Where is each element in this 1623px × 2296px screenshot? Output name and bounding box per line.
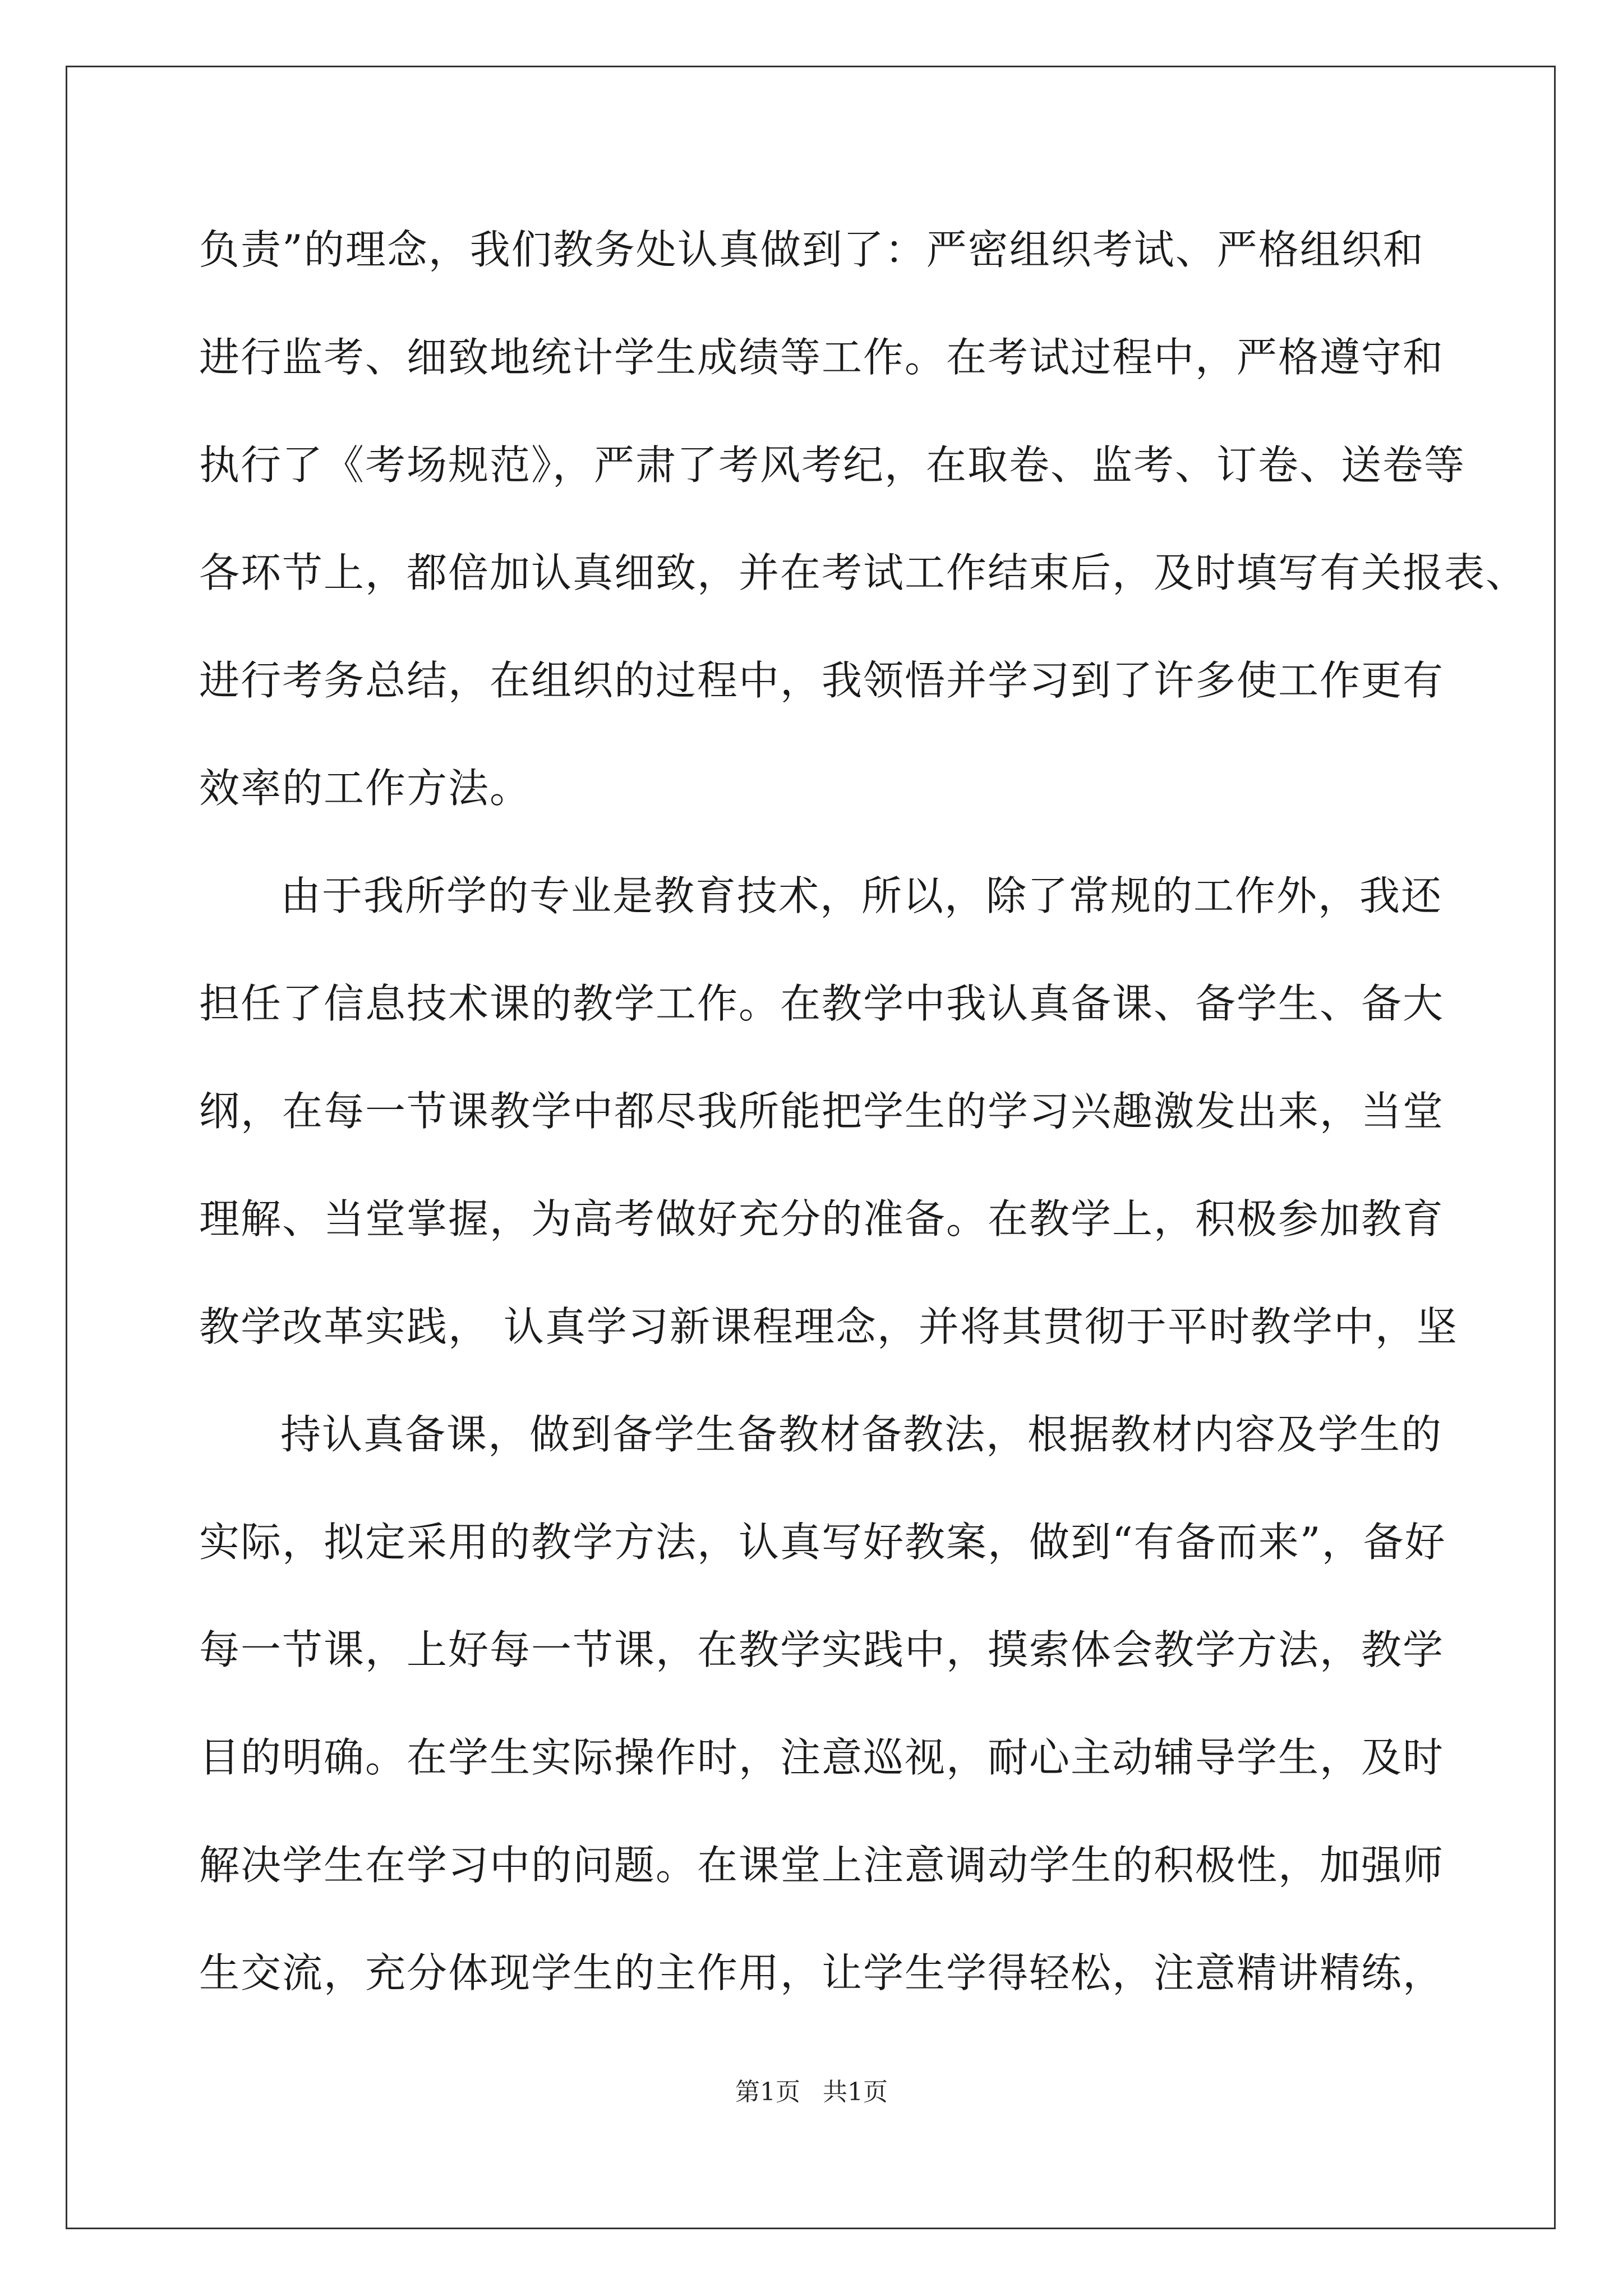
text-line: 各环节上，都倍加认真细致，并在考试工作结束后，及时填写有关报表、 <box>199 549 1528 596</box>
text-line: 每一节课，上好每一节课，在教学实践中，摸索体会教学方法，教学 <box>199 1626 1445 1673</box>
text-line: 教学改革实践， 认真学习新课程理念，并将其贯彻于平时教学中，坚 <box>199 1303 1458 1350</box>
text-line: 目的明确。在学生实际操作时，注意巡视，耐心主动辅导学生，及时 <box>199 1734 1445 1781</box>
text-line: 实际，拟定采用的教学方法，认真写好教案，做到“有备而来”，备好 <box>199 1519 1446 1566</box>
text-line: 纲，在每一节课教学中都尽我所能把学生的学习兴趣激发出来，当堂 <box>199 1088 1445 1135</box>
text-line: 解决学生在学习中的问题。在课堂上注意调动学生的积极性，加强师 <box>199 1842 1445 1889</box>
text-line: 持认真备课，做到备学生备教材备教法，根据教材内容及学生的 <box>280 1411 1443 1458</box>
text-line: 担任了信息技术课的教学工作。在教学中我认真备课、备学生、备大 <box>199 980 1445 1027</box>
text-line: 执行了《考场规范》，严肃了考风考纪，在取卷、监考、订卷、送卷等 <box>199 441 1466 489</box>
text-line: 效率的工作方法。 <box>199 765 532 812</box>
text-line: 由于我所学的专业是教育技术，所以，除了常规的工作外，我还 <box>280 872 1443 919</box>
text-line: 进行考务总结，在组织的过程中，我领悟并学习到了许多使工作更有 <box>199 657 1445 704</box>
text-line: 负责”的理念，我们教务处认真做到了：严密组织考试、严格组织和 <box>199 226 1424 273</box>
text-line: 生交流，充分体现学生的主作用，让学生学得轻松，注意精讲精练， <box>199 1949 1445 1996</box>
page-number-total: 共1页 <box>823 2078 888 2106</box>
page-footer <box>0 2076 1623 2109</box>
text-line: 进行监考、细致地统计学生成绩等工作。在考试过程中，严格遵守和 <box>199 334 1445 381</box>
page-border <box>66 66 1556 2229</box>
page-number-current: 第1页 <box>735 2078 800 2106</box>
text-line: 理解、当堂掌握，为高考做好充分的准备。在教学上，积极参加教育 <box>199 1195 1445 1243</box>
